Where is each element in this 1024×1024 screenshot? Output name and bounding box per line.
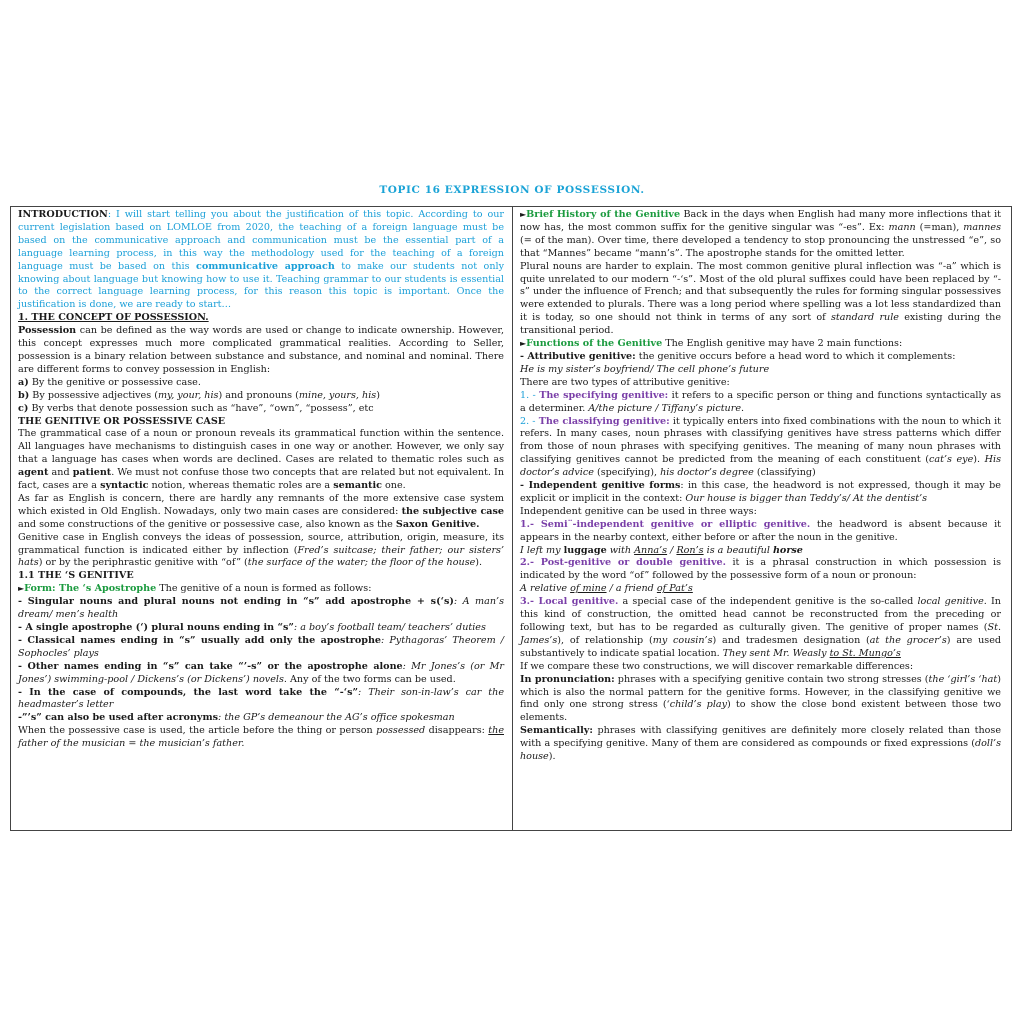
- section-heading-s-genitive: 1.1 THE ‘S GENITIVE: [18, 570, 134, 582]
- local-genitive: 3.- Local genitive. a special case of the independent genitive is the so-called local genitive. In this kind of construction, the omitted head cannot be reconstructed from the preceding or following text, but has to be regarded as culturally given. The genitive of proper names (St. James’s), of relationship (my cousin’s) and tradesmen designation (at the grocer’s) are used substantively to indicate spatial location. They sent Mr. Weasly to St. Mungo’s: [520, 596, 1002, 659]
- three-ways-line: Independent genitive can be used in three ways:: [520, 505, 757, 517]
- possession-definition: Possession can be defined as the way words are used or change to indicate ownership. However, this concept expresses much more complicated grammatical realities. According to Seller, possession is a binary relation between substance and substance, and nominal and nominal. There are different forms to convey possession in English:: [18, 325, 504, 375]
- triangle-bullet-icon: ►: [18, 584, 25, 594]
- post-genitive: 2.- Post-genitive or double genitive. it is a phrasal construction in which possession is indicated by the word “of” followed by the possessive form of a noun or pronoun:: [520, 557, 1002, 582]
- section-heading-genitive-case: THE GENITIVE OR POSSESSIVE CASE: [18, 415, 226, 427]
- compare-line: If we compare these two constructions, we will discover remarkable differences:: [520, 660, 914, 672]
- triangle-bullet-icon: ►: [520, 339, 527, 349]
- semi-independent-genitive: 1.- Semi¨-independent genitive or elliptic genitive. the headword is absent because it appears in the nearby context, either before or after the noun in the genitive.: [520, 518, 1001, 543]
- form-paragraph: ►Form: The ‘s Apostrophe The genitive of a noun is formed as follows:: [18, 583, 372, 595]
- rule-singular-plural: - Singular nouns and plural nouns not ending in “s” add apostrophe + s(‘s): A man’s dream/ men’s health: [18, 596, 504, 621]
- semi-independent-example: I left my luggage with Anna’s / Ron’s is a beautiful horse: [520, 544, 803, 556]
- list-item-c: c) By verbs that denote possession such as “have”, “own”, “possess”, etc: [18, 402, 374, 414]
- introduction-paragraph: INTRODUCTION: I will start telling you about the justification of this topic. According to our current legislation based on LOMLOE from 2020, the teaching of a foreign language must be based on the communicative approach and communication must be the essential part of a language learning process, in this way the methodology used for the teaching of a foreign language must be based on this communicative approach to make our students not only knowing about language but knowing how to use it. Teaching grammar to our students is essential to the correct language learning process, for this reason this topic is important. Once the justification is done, we are ready to start…: [18, 209, 504, 311]
- rule-classical-names: - Classical names ending in “s” usually add only the apostrophe: Pythagoras’ Theorem / Sophocles’ plays: [18, 634, 504, 659]
- rule-single-apostrophe: - A single apostrophe (‘) plural nouns ending in “s”: a boy’s football team/ teachers’ duties: [18, 622, 486, 633]
- post-genitive-example: A relative of mine / a friend of Pat’s: [520, 583, 693, 595]
- attributive-example: He is my sister’s boyfriend/ The cell phone’s future: [520, 363, 770, 375]
- functions-paragraph: ►Functions of the Genitive The English genitive may have 2 main functions:: [520, 338, 903, 350]
- specifying-genitive: 1. - The specifying genitive: it refers to a specific person or thing and functions syntactically as a determiner. A/the picture / Tiffany’s picture.: [520, 389, 1002, 414]
- pronunciation-paragraph: In pronunciation: phrases with a specifying genitive contain two strong stresses (the ‘girl’s ‘hat) which is also the normal pattern for the genitive forms. However, in the classifying genitive we find only one strong stress (‘child’s play) to show the close bond existent between those two elements.: [520, 673, 1001, 724]
- article-disappears-paragraph: When the possessive case is used, the article before the thing or person possessed disappears: the father of the musician = the musician’s father.: [18, 725, 504, 750]
- section-heading-concept: 1. THE CONCEPT OF POSSESSION.: [18, 312, 209, 324]
- classifying-genitive: 2. - The classifying genitive: it typically enters into fixed combinations with the noun to which it refers. In many cases, noun phrases with classifying genitives have stress patterns which differ from those of noun phrases with specifying genitives. The meaning of many noun phrases with classifying genitives cannot be predicted from the meaning of each constituent (cat’s eye). His doctor’s advice (specifying), his doctor’s degree (classifying): [520, 415, 1002, 479]
- rule-acronyms: -”’s” can also be used after acronyms: the GP’s demeanour the AG’s office spokesman: [18, 712, 455, 724]
- plural-nouns-paragraph: Plural nouns are harder to explain. The most common genitive plural inflection was “-a” which is quite unrelated to our modern “-‘s”. Most of the old plural suffixes could have been replaced by “-s” under the influence of French; and that subsequently the rules for forming singular possessives were extended to plurals. There was a long period where spelling was a lot less standardized than it is today, so one should not think in terms of any sort of standard rule existing during the transitional period.: [520, 260, 1001, 337]
- independent-genitive-forms: - Independent genitive forms: in this case, the headword is not expressed, though it may be explicit or implicit in the context: Our house is bigger than Teddy’s/ At the dentist’s: [520, 480, 1001, 504]
- page-title: TOPIC 16 EXPRESSION OF POSSESSION.: [379, 184, 645, 196]
- grammatical-case-paragraph: The grammatical case of a noun or pronoun reveals its grammatical function within the sentence. All languages have mechanisms to distinguish cases in one way or another. However, we only say that a language has cases when words are declined. Cases are related to thematic roles such as agent and patient. We must not confuse those two concepts that are related but not equivalent. In fact, cases are a syntactic notion, whereas thematic roles are a semantic one.: [18, 428, 505, 492]
- genitive-ideas-paragraph: Genitive case in English conveys the ideas of possession, source, attribution, origin, measure, its grammatical function is indicated either by inflection (Fred’s suitcase; their father; our sisters’ hats) or by the periphrastic genitive with “of” (the surface of the water; the floor of the house).: [18, 531, 504, 569]
- left-column: [18, 209, 504, 751]
- attributive-genitive: - Attributive genitive: the genitive occurs before a head word to which it complements:: [520, 350, 956, 362]
- triangle-bullet-icon: ►: [520, 210, 527, 219]
- right-column: [520, 209, 1001, 764]
- column-divider: [512, 206, 513, 831]
- intro-label: INTRODUCTION: [18, 209, 108, 220]
- english-case-paragraph: As far as English is concern, there are hardly any remnants of the more extensive case system which existed in Old English. Nowadays, only two main cases are considered: the subjective case and some constructions of the genitive or possessive case, also known as the Saxon Genitive.: [18, 492, 505, 530]
- semantics-paragraph: Semantically: phrases with classifying genitives are definitely more closely related than those with a specifying genitive. Many of them are considered as compounds or fixed expressions (doll’s house).: [520, 725, 1001, 763]
- history-paragraph: ►Brief History of the Genitive Back in the days when English had many more inflections that it now has, the most common suffix for the genitive singular was “-es”. Ex: mann (=man), mannes (= of the man). Over time, there developed a tendency to stop pronouncing the unstressed “e”, so that “Mannes” became “mann’s”. The apostrophe stands for the omitted letter.: [520, 209, 1001, 259]
- rule-compounds: - In the case of compounds, the last word take the “-‘s”: Their son-in-law’s car the headmaster’s letter: [18, 686, 504, 711]
- list-item-a: a) By the genitive or possessive case.: [18, 376, 201, 388]
- two-types-line: There are two types of attributive genitive:: [520, 376, 730, 388]
- rule-other-names: - Other names ending in “s” can take “’-s” or the apostrophe alone: Mr Jones’s (or Mr Jones’) swimming-pool / Dickens’s (or Dickens’) novels. Any of the two forms can be used.: [18, 660, 504, 685]
- list-item-b: b) By possessive adjectives (my, your, his) and pronouns (mine, yours, his): [18, 389, 380, 401]
